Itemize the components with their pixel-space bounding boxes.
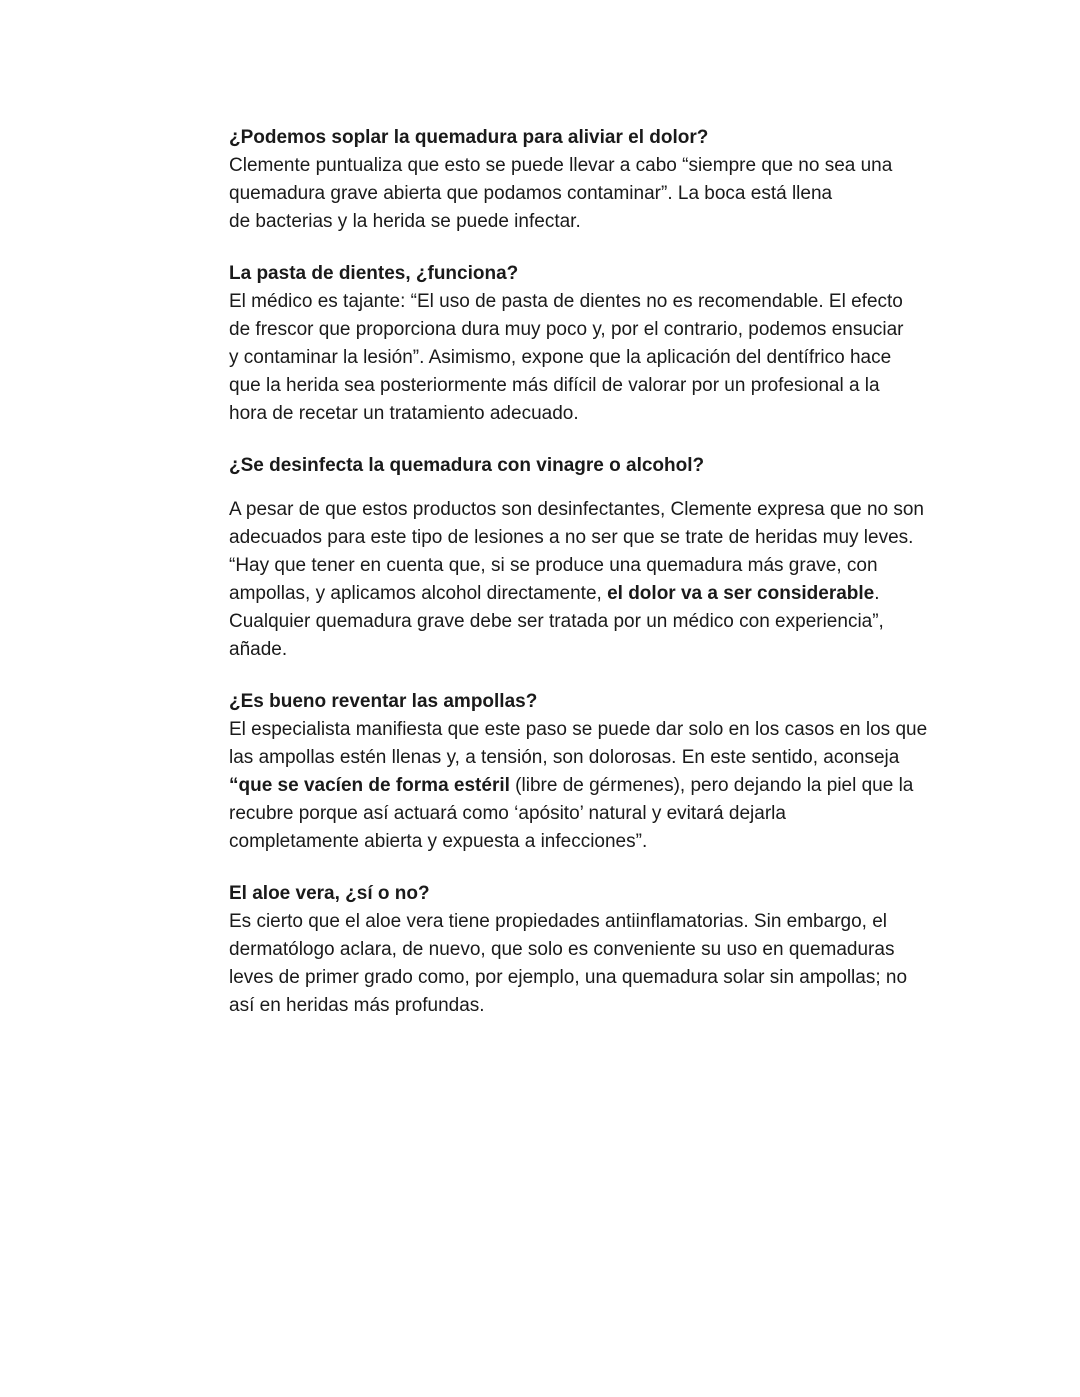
paragraph-line: Cualquier quemadura grave debe ser tratada por un médico con experiencia”, bbox=[229, 611, 884, 632]
paragraph-line: El médico es tajante: “El uso de pasta de dientes no es recomendable. El efecto bbox=[229, 291, 903, 312]
paragraph-line: Clemente puntualiza que esto se puede llevar a cabo “siempre que no sea una bbox=[229, 155, 893, 176]
section-aloe-vera bbox=[229, 880, 949, 1020]
line-text: ampollas, y aplicamos alcohol directamente, bbox=[229, 583, 608, 604]
section-paragraph bbox=[229, 152, 949, 236]
emphasis-text: el dolor va a ser considerable bbox=[607, 583, 875, 604]
paragraph-line: y contaminar la lesión”. Asimismo, expone que la aplicación del dentífrico hace bbox=[229, 347, 892, 368]
line-text: . bbox=[874, 583, 880, 604]
section-paragraph bbox=[229, 908, 949, 1020]
section-toothpaste bbox=[229, 260, 949, 428]
paragraph-line: leves de primer grado como, por ejemplo, una quemadura solar sin ampollas; no bbox=[229, 967, 908, 988]
paragraph-line: de frescor que proporciona dura muy poco y, por el contrario, podemos ensuciar bbox=[229, 319, 904, 340]
paragraph-line: así en heridas más profundas. bbox=[229, 995, 485, 1016]
section-blow-burn bbox=[229, 124, 949, 236]
paragraph-line: dermatólogo aclara, de nuevo, que solo es conveniente su uso en quemaduras bbox=[229, 939, 895, 960]
paragraph-line: hora de recetar un tratamiento adecuado. bbox=[229, 403, 579, 424]
paragraph-line bbox=[229, 772, 949, 800]
paragraph-line: de bacterias y la herida se puede infectar. bbox=[229, 211, 581, 232]
paragraph-line: las ampollas estén llenas y, a tensión, son dolorosas. En este sentido, aconseja bbox=[229, 747, 900, 768]
paragraph-line bbox=[229, 580, 949, 608]
paragraph-line: añade. bbox=[229, 639, 288, 660]
paragraph-line: adecuados para este tipo de lesiones a no ser que se trate de heridas muy leves. bbox=[229, 527, 914, 548]
section-paragraph bbox=[229, 716, 949, 856]
section-heading: El aloe vera, ¿sí o no? bbox=[229, 883, 430, 904]
paragraph-line: que la herida sea posteriormente más difícil de valorar por un profesional a la bbox=[229, 375, 880, 396]
section-vinegar-alcohol bbox=[229, 452, 949, 664]
section-heading: La pasta de dientes, ¿funciona? bbox=[229, 263, 519, 284]
section-heading: ¿Es bueno reventar las ampollas? bbox=[229, 691, 538, 712]
line-text: (libre de gérmenes), pero dejando la piel que la bbox=[509, 775, 914, 796]
section-heading: ¿Podemos soplar la quemadura para aliviar el dolor? bbox=[229, 127, 709, 148]
paragraph-line: Es cierto que el aloe vera tiene propiedades antiinflamatorias. Sin embargo, el bbox=[229, 911, 887, 932]
paragraph-line: completamente abierta y expuesta a infecciones”. bbox=[229, 831, 648, 852]
section-blisters bbox=[229, 688, 949, 856]
section-paragraph bbox=[229, 288, 949, 428]
paragraph-line: recubre porque así actuará como ‘apósito’ natural y evitará dejarla bbox=[229, 803, 786, 824]
paragraph-line: A pesar de que estos productos son desinfectantes, Clemente expresa que no son bbox=[229, 499, 925, 520]
document-page bbox=[229, 124, 949, 1044]
paragraph-line: El especialista manifiesta que este paso se puede dar solo en los casos en los que bbox=[229, 719, 928, 740]
spacer bbox=[229, 480, 949, 496]
paragraph-line: quemadura grave abierta que podamos contaminar”. La boca está llena bbox=[229, 183, 833, 204]
section-heading: ¿Se desinfecta la quemadura con vinagre o alcohol? bbox=[229, 455, 705, 476]
section-paragraph bbox=[229, 496, 949, 664]
paragraph-line: “Hay que tener en cuenta que, si se produce una quemadura más grave, con bbox=[229, 555, 878, 576]
emphasis-text: “que se vacíen de forma estéril bbox=[229, 775, 510, 796]
